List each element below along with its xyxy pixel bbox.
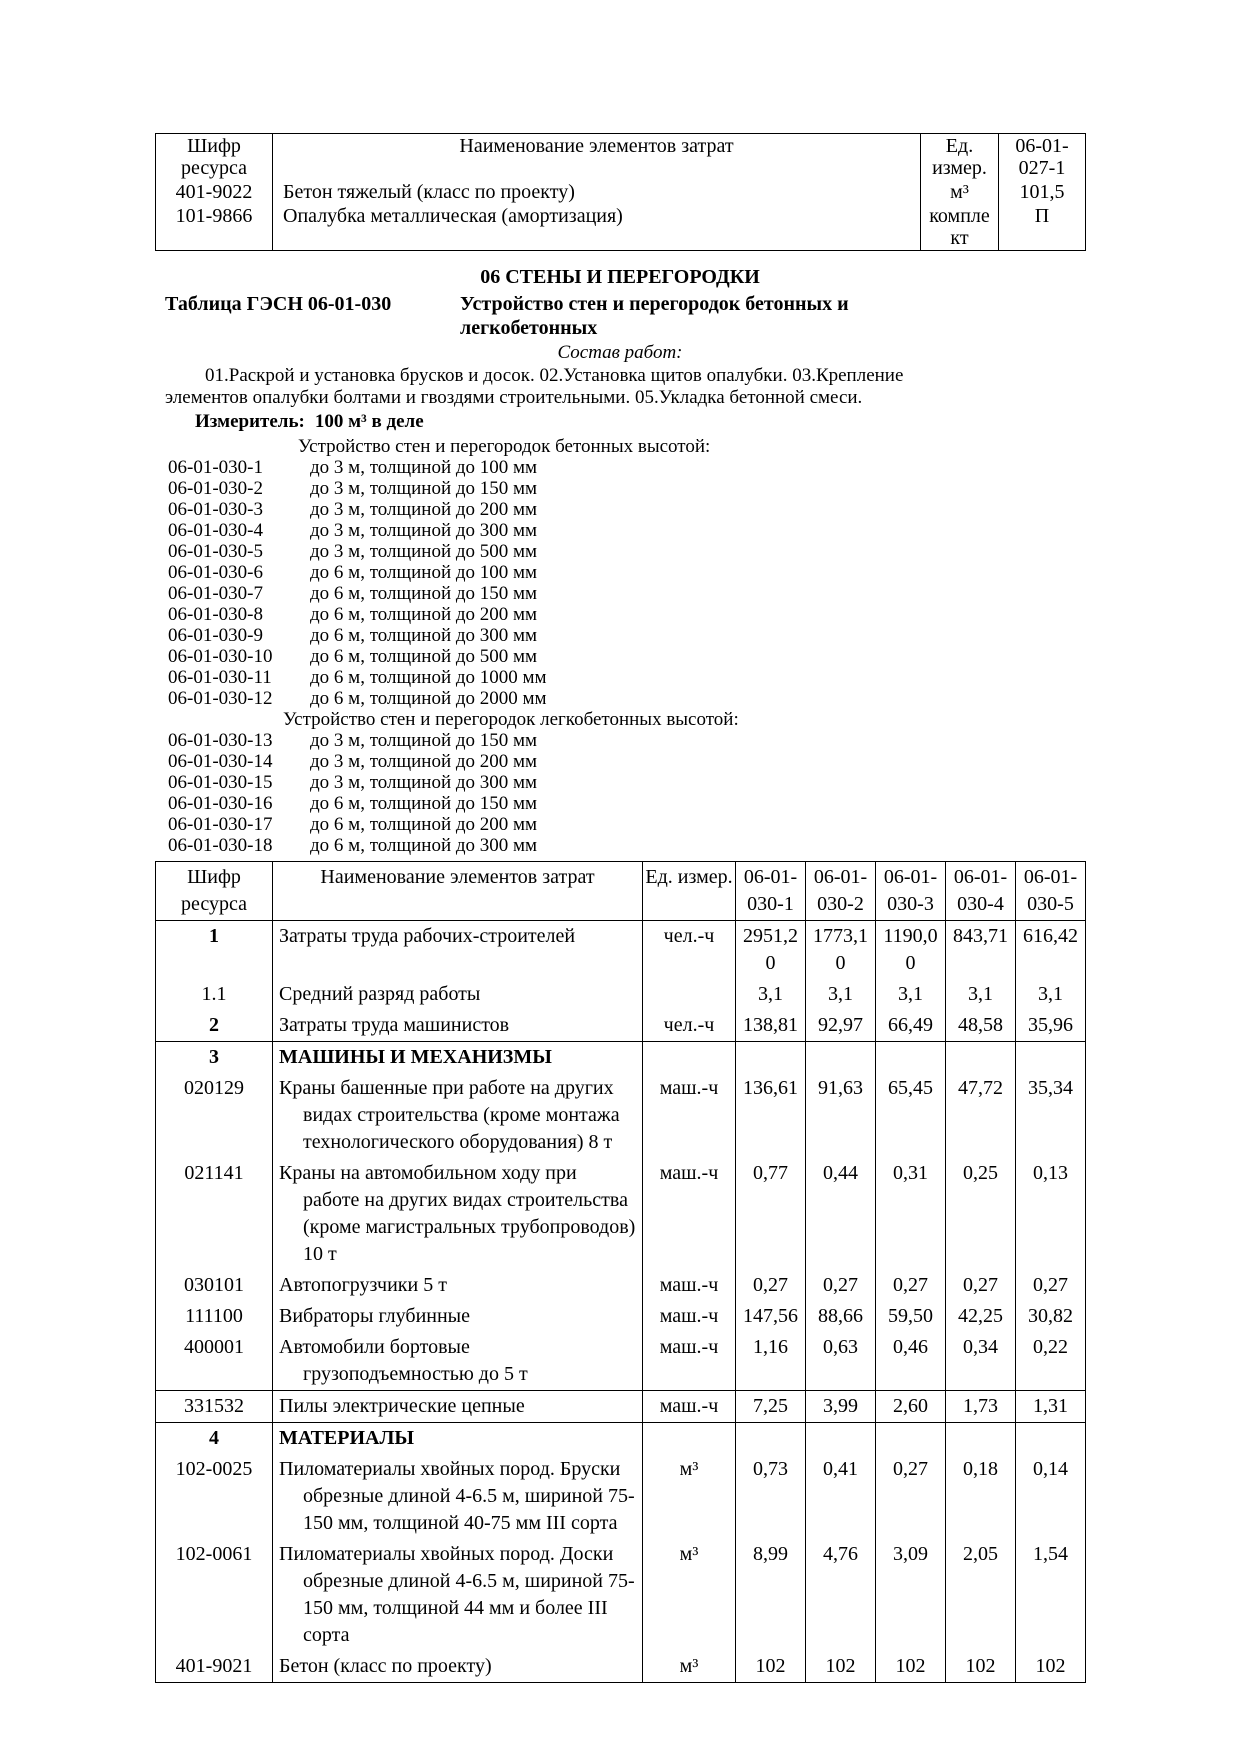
table-gesn-label: Таблица ГЭСН 06-01-030 — [165, 293, 392, 315]
cost-element-name-cell: Пиломатериалы хвойных пород. Бруски обрезные длиной 4-6.5 м, шириной 75-150 мм, толщиной 40-75 мм III сорта — [273, 1454, 643, 1539]
norm-table-row — [156, 1270, 1086, 1301]
value-cell: 0,77 — [736, 1158, 806, 1270]
value-cell: 0,27 — [1016, 1270, 1086, 1301]
norm-header-code: Шифр ресурса — [156, 862, 273, 921]
value-cell: 2951,20 — [736, 921, 806, 980]
norm-list-item — [155, 457, 1085, 478]
norm-list-item — [155, 772, 1085, 793]
value-cell — [1016, 1423, 1086, 1455]
norm-table-row — [156, 1332, 1086, 1391]
resource-code-cell: 021141 — [156, 1158, 273, 1270]
norm-list-item — [155, 604, 1085, 625]
norm-table-row — [156, 1073, 1086, 1158]
value-cell: 102 — [806, 1651, 876, 1683]
value-cell: 1773,10 — [806, 921, 876, 980]
norm-list-item — [155, 541, 1085, 562]
cost-element-name-cell: Бетон (класс по проекту) — [273, 1651, 643, 1683]
norm-table-row — [156, 979, 1086, 1010]
value-cell: 3,99 — [806, 1391, 876, 1423]
value-cell: 2,05 — [946, 1539, 1016, 1651]
value-cell — [876, 1042, 946, 1074]
meter-value: 100 м³ в деле — [314, 411, 424, 432]
meter-line — [155, 411, 1085, 433]
norm-item-desc: до 3 м, толщиной до 300 мм — [310, 772, 538, 793]
norm-item-desc: до 3 м, толщиной до 300 мм — [310, 520, 538, 541]
value-cell: 0,22 — [1016, 1332, 1086, 1391]
section-heading: 06 СТЕНЫ И ПЕРЕГОРОДКИ — [480, 266, 760, 288]
norm-item-desc: до 6 м, толщиной до 150 мм — [310, 793, 538, 814]
norm-list — [155, 436, 1085, 856]
norm-list-item — [155, 751, 1085, 772]
norm-item-desc: до 6 м, толщиной до 2000 мм — [310, 688, 547, 709]
cost-element-name-cell: Затраты труда рабочих-строителей — [273, 921, 643, 980]
norm-table-row — [156, 1301, 1086, 1332]
resource-code-cell: 1 — [156, 921, 273, 980]
value-cell — [806, 1423, 876, 1455]
value-cell: 102 — [1016, 1651, 1086, 1683]
value-cell: 3,1 — [876, 979, 946, 1010]
value-cell: 0,27 — [806, 1270, 876, 1301]
works-composition-label: Состав работ: — [557, 342, 683, 363]
value-cell: 147,56 — [736, 1301, 806, 1332]
norm-item-desc: до 6 м, толщиной до 300 мм — [310, 835, 538, 856]
norm-table-row — [156, 1423, 1086, 1455]
value-cell: 1,54 — [1016, 1539, 1086, 1651]
unit-cell: чел.-ч — [643, 1010, 736, 1042]
norm-item-code: 06-01-030-4 — [168, 520, 263, 541]
resource-code-cell: 111100 — [156, 1301, 273, 1332]
unit-cell: комплект — [921, 204, 999, 251]
norm-item-code: 06-01-030-5 — [168, 541, 263, 562]
value-cell: 59,50 — [876, 1301, 946, 1332]
norm-table-row — [156, 1539, 1086, 1651]
norm-item-code: 06-01-030-2 — [168, 478, 263, 499]
norm-list-item — [155, 667, 1085, 688]
norm-group-title: Устройство стен и перегородок легкобетонных высотой: — [283, 709, 739, 730]
resource-code-cell: 400001 — [156, 1332, 273, 1391]
resource-code-cell: 101-9866 — [156, 204, 273, 251]
continuation-header-target: 06-01-027-1 — [999, 134, 1086, 181]
norm-list-item — [155, 814, 1085, 835]
norm-list-item — [155, 478, 1085, 499]
norm-item-code: 06-01-030-10 — [168, 646, 273, 667]
value-cell: 0,63 — [806, 1332, 876, 1391]
norm-table — [155, 861, 1086, 1683]
value-cell — [736, 1423, 806, 1455]
unit-cell: маш.-ч — [643, 1391, 736, 1423]
value-cell — [1016, 1042, 1086, 1074]
norm-item-code: 06-01-030-3 — [168, 499, 263, 520]
value-cell: 8,99 — [736, 1539, 806, 1651]
value-cell: 42,25 — [946, 1301, 1016, 1332]
cost-element-name-cell: Автомобили бортовые грузоподъемностью до 5 т — [273, 1332, 643, 1391]
norm-table-row — [156, 1010, 1086, 1042]
norm-item-desc: до 6 м, толщиной до 300 мм — [310, 625, 538, 646]
norm-group-title: Устройство стен и перегородок бетонных высотой: — [298, 436, 711, 457]
value-cell: 102 — [876, 1651, 946, 1683]
resource-code-cell: 2 — [156, 1010, 273, 1042]
norm-item-code: 06-01-030-17 — [168, 814, 273, 835]
value-cell: 0,27 — [946, 1270, 1016, 1301]
norm-item-desc: до 3 м, толщиной до 150 мм — [310, 730, 538, 751]
norm-header-unit: Ед. измер. — [643, 862, 736, 921]
unit-cell: маш.-ч — [643, 1301, 736, 1332]
value-cell: 35,34 — [1016, 1073, 1086, 1158]
norm-table-row — [156, 1158, 1086, 1270]
cost-element-name-cell: Затраты труда машинистов — [273, 1010, 643, 1042]
value-cell — [736, 1042, 806, 1074]
norm-item-desc: до 3 м, толщиной до 150 мм — [310, 478, 538, 499]
value-cell — [946, 1042, 1016, 1074]
value-cell: 1190,00 — [876, 921, 946, 980]
value-cell: 0,27 — [876, 1270, 946, 1301]
norm-item-desc: до 6 м, толщиной до 500 мм — [310, 646, 538, 667]
norm-item-desc: до 6 м, толщиной до 200 мм — [310, 814, 538, 835]
cost-element-name-cell: Пилы электрические цепные — [273, 1391, 643, 1423]
table-title-row — [155, 292, 1085, 340]
value-cell: 0,14 — [1016, 1454, 1086, 1539]
norm-table-group — [156, 1423, 1086, 1683]
norm-item-code: 06-01-030-15 — [168, 772, 273, 793]
value-cell: 2,60 — [876, 1391, 946, 1423]
norm-list-item — [155, 730, 1085, 751]
value-cell: 66,49 — [876, 1010, 946, 1042]
norm-item-desc: до 6 м, толщиной до 1000 мм — [310, 667, 547, 688]
continuation-table — [155, 133, 1086, 251]
resource-code-cell: 102-0061 — [156, 1539, 273, 1651]
value-cell: 102 — [736, 1651, 806, 1683]
norm-item-desc: до 3 м, толщиной до 500 мм — [310, 541, 538, 562]
value-cell: 47,72 — [946, 1073, 1016, 1158]
table-row — [156, 204, 1086, 251]
value-cell: 0,27 — [876, 1454, 946, 1539]
cost-element-name-cell: Пиломатериалы хвойных пород. Доски обрезные длиной 4-6.5 м, шириной 75-150 мм, толщиной 44 мм и более III сорта — [273, 1539, 643, 1651]
value-cell: 0,46 — [876, 1332, 946, 1391]
norm-list-item — [155, 688, 1085, 709]
value-cell: П — [999, 204, 1086, 251]
resource-code-cell: 1.1 — [156, 979, 273, 1010]
norm-item-desc: до 6 м, толщиной до 100 мм — [310, 562, 538, 583]
norm-table-group — [156, 1391, 1086, 1423]
value-cell: 0,13 — [1016, 1158, 1086, 1270]
norm-list-item — [155, 520, 1085, 541]
value-cell: 0,44 — [806, 1158, 876, 1270]
unit-cell: маш.-ч — [643, 1158, 736, 1270]
norm-table-row — [156, 1042, 1086, 1074]
norm-item-code: 06-01-030-7 — [168, 583, 263, 604]
norm-item-code: 06-01-030-6 — [168, 562, 263, 583]
norm-item-desc: до 3 м, толщиной до 200 мм — [310, 751, 538, 772]
value-cell: 3,1 — [1016, 979, 1086, 1010]
value-cell: 1,16 — [736, 1332, 806, 1391]
unit-cell: м³ — [643, 1454, 736, 1539]
value-cell — [946, 1423, 1016, 1455]
norm-header-col-3: 06-01-030-3 — [876, 862, 946, 921]
resource-code-cell: 030101 — [156, 1270, 273, 1301]
value-cell: 138,81 — [736, 1010, 806, 1042]
value-cell: 0,25 — [946, 1158, 1016, 1270]
cost-element-name-cell: Опалубка металлическая (амортизация) — [273, 204, 921, 251]
norm-item-desc: до 3 м, толщиной до 200 мм — [310, 499, 538, 520]
norm-item-code: 06-01-030-11 — [168, 667, 272, 688]
value-cell: 92,97 — [806, 1010, 876, 1042]
cost-element-name-cell: Автопогрузчики 5 т — [273, 1270, 643, 1301]
norm-item-code: 06-01-030-13 — [168, 730, 273, 751]
continuation-header-name: Наименование элементов затрат — [273, 134, 921, 181]
norm-list-item — [155, 646, 1085, 667]
norm-item-code: 06-01-030-16 — [168, 793, 273, 814]
value-cell: 3,1 — [946, 979, 1016, 1010]
norm-item-desc: до 6 м, толщиной до 200 мм — [310, 604, 538, 625]
value-cell: 0,34 — [946, 1332, 1016, 1391]
resource-code-cell: 020129 — [156, 1073, 273, 1158]
value-cell: 4,76 — [806, 1539, 876, 1651]
resource-code-cell: 401-9021 — [156, 1651, 273, 1683]
table-gesn-title: Устройство стен и перегородок бетонных и легкобетонных — [460, 293, 849, 339]
value-cell: 0,41 — [806, 1454, 876, 1539]
norm-list-item — [155, 499, 1085, 520]
norm-item-code: 06-01-030-9 — [168, 625, 263, 646]
norm-item-code: 06-01-030-1 — [168, 457, 263, 478]
cost-element-name-cell: Краны башенные при работе на других видах строительства (кроме монтажа технологического оборудования) 8 т — [273, 1073, 643, 1158]
resource-code-cell: 331532 — [156, 1391, 273, 1423]
norm-item-code: 06-01-030-12 — [168, 688, 273, 709]
table-row — [156, 180, 1086, 204]
unit-cell — [643, 979, 736, 1010]
norm-list-item — [155, 625, 1085, 646]
value-cell: 88,66 — [806, 1301, 876, 1332]
resource-code-cell: 102-0025 — [156, 1454, 273, 1539]
value-cell: 102 — [946, 1651, 1016, 1683]
value-cell: 30,82 — [1016, 1301, 1086, 1332]
meter-label: Измеритель: — [195, 411, 305, 432]
norm-item-code: 06-01-030-18 — [168, 835, 273, 856]
norm-item-code: 06-01-030-14 — [168, 751, 273, 772]
norm-list-item — [155, 562, 1085, 583]
norm-table-row — [156, 1391, 1086, 1423]
unit-cell: чел.-ч — [643, 921, 736, 980]
value-cell: 0,31 — [876, 1158, 946, 1270]
norm-item-desc: до 3 м, толщиной до 100 мм — [310, 457, 538, 478]
unit-cell: маш.-ч — [643, 1332, 736, 1391]
norm-header-col-4: 06-01-030-4 — [946, 862, 1016, 921]
unit-cell: м³ — [643, 1651, 736, 1683]
value-cell: 3,1 — [736, 979, 806, 1010]
value-cell: 101,5 — [999, 180, 1086, 204]
cost-element-name-cell: Бетон тяжелый (класс по проекту) — [273, 180, 921, 204]
cost-element-name-cell: МАШИНЫ И МЕХАНИЗМЫ — [273, 1042, 643, 1074]
unit-cell — [643, 1423, 736, 1455]
norm-item-desc: до 6 м, толщиной до 150 мм — [310, 583, 538, 604]
resource-code-cell: 4 — [156, 1423, 273, 1455]
norm-header-col-5: 06-01-030-5 — [1016, 862, 1086, 921]
norm-table-row — [156, 1651, 1086, 1683]
unit-cell: м³ — [921, 180, 999, 204]
continuation-header-unit: Ед. измер. — [921, 134, 999, 181]
value-cell: 0,18 — [946, 1454, 1016, 1539]
norm-header-name: Наименование элементов затрат — [273, 862, 643, 921]
norm-list-item — [155, 835, 1085, 856]
value-cell: 1,31 — [1016, 1391, 1086, 1423]
value-cell: 136,61 — [736, 1073, 806, 1158]
value-cell: 35,96 — [1016, 1010, 1086, 1042]
continuation-header-code: Шифр ресурса — [156, 134, 273, 181]
norm-table-group — [156, 1042, 1086, 1391]
norm-list-item — [155, 583, 1085, 604]
cost-element-name-cell: Краны на автомобильном ходу при работе на других видах строительства (кроме магистральных трубопроводов) 10 т — [273, 1158, 643, 1270]
norm-item-code: 06-01-030-8 — [168, 604, 263, 625]
norm-table-row — [156, 921, 1086, 980]
norm-header-col-1: 06-01-030-1 — [736, 862, 806, 921]
unit-cell: маш.-ч — [643, 1270, 736, 1301]
value-cell: 843,71 — [946, 921, 1016, 980]
resource-code-cell: 3 — [156, 1042, 273, 1074]
value-cell — [806, 1042, 876, 1074]
value-cell: 3,1 — [806, 979, 876, 1010]
norm-header-col-2: 06-01-030-2 — [806, 862, 876, 921]
value-cell: 0,27 — [736, 1270, 806, 1301]
norm-table-group — [156, 921, 1086, 1042]
unit-cell — [643, 1042, 736, 1074]
unit-cell: маш.-ч — [643, 1073, 736, 1158]
cost-element-name-cell: МАТЕРИАЛЫ — [273, 1423, 643, 1455]
resource-code-cell: 401-9022 — [156, 180, 273, 204]
works-composition-text: 01.Раскрой и установка брусков и досок. 02.Установка щитов опалубки. 03.Крепление элементов опалубки болтами и гвоздями строительными. 05.Укладка бетонной смеси. — [165, 365, 904, 408]
value-cell: 616,42 — [1016, 921, 1086, 980]
continuation-header-row — [156, 134, 1086, 181]
value-cell: 3,09 — [876, 1539, 946, 1651]
cost-element-name-cell: Средний разряд работы — [273, 979, 643, 1010]
value-cell: 48,58 — [946, 1010, 1016, 1042]
norm-table-row — [156, 1454, 1086, 1539]
value-cell — [876, 1423, 946, 1455]
value-cell: 65,45 — [876, 1073, 946, 1158]
value-cell: 7,25 — [736, 1391, 806, 1423]
unit-cell: м³ — [643, 1539, 736, 1651]
value-cell: 1,73 — [946, 1391, 1016, 1423]
norm-table-header-row — [156, 862, 1086, 921]
cost-element-name-cell: Вибраторы глубинные — [273, 1301, 643, 1332]
norm-list-item — [155, 793, 1085, 814]
value-cell: 0,73 — [736, 1454, 806, 1539]
value-cell: 91,63 — [806, 1073, 876, 1158]
